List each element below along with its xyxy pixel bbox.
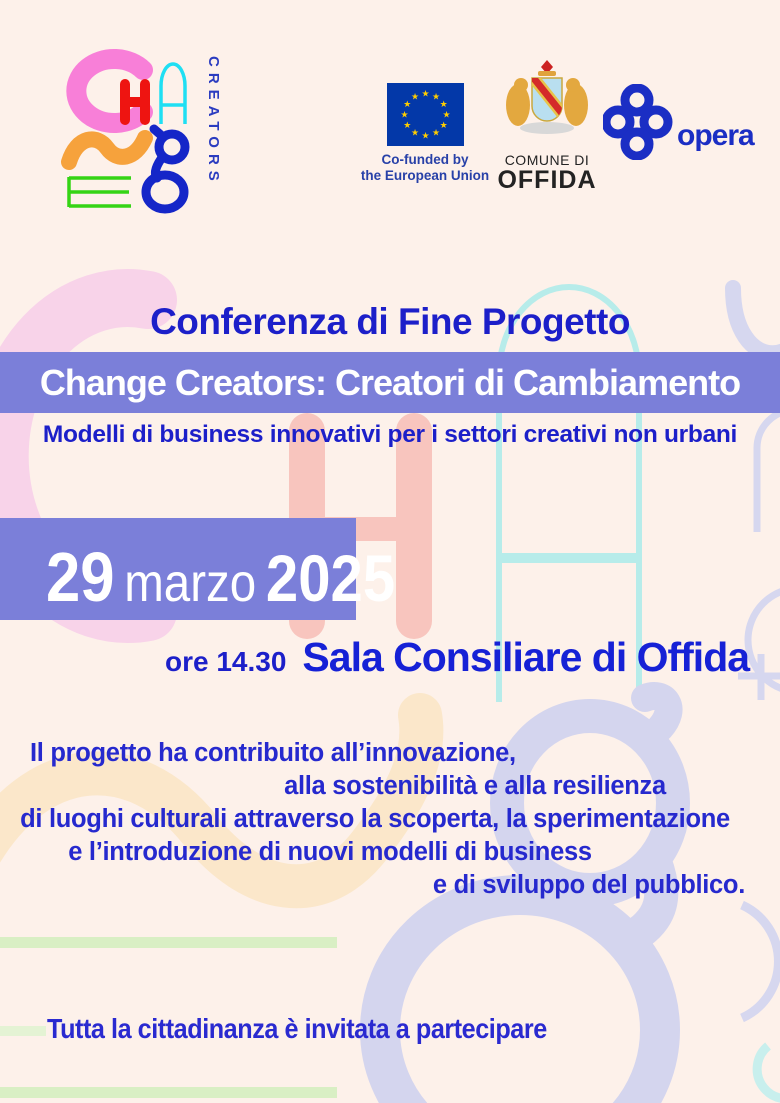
event-banner: [0, 352, 780, 413]
svg-text:★: ★: [420, 131, 430, 142]
logo-letter-n: [69, 138, 145, 162]
svg-text:★: ★: [439, 121, 448, 131]
eu-flag-icon: [387, 83, 464, 146]
time-venue-row: [165, 634, 749, 681]
logo-letter-a: [161, 64, 185, 124]
change-creators-logo: [55, 46, 285, 222]
date-year: 2025: [265, 541, 396, 615]
logo-letter-e: [69, 177, 131, 207]
date-day: 29: [46, 538, 115, 616]
svg-text:★: ★: [420, 89, 430, 100]
eu-funding-line2: the European Union: [360, 168, 490, 183]
svg-text:★: ★: [402, 100, 411, 110]
eu-funding-block: [360, 83, 490, 184]
event-time: ore 14.30: [165, 646, 287, 677]
body-paragraph: [0, 737, 780, 902]
comune-offida-block: [487, 60, 607, 192]
svg-text:★: ★: [399, 110, 409, 121]
svg-text:★: ★: [410, 92, 419, 103]
logo-creators-vertical-text: CREATORS: [205, 56, 222, 187]
eu-funding-line1: Co-funded by: [381, 152, 469, 167]
body-line: e l’introduzione di nuovi modelli di business: [68, 838, 592, 866]
event-subtitle: Modelli di business innovativi per i settori creativi non urbani: [42, 421, 738, 448]
svg-text:★: ★: [431, 92, 440, 103]
date-month: marzo: [124, 553, 257, 613]
comune-line2: OFFIDA: [497, 166, 597, 194]
svg-text:★: ★: [410, 128, 419, 139]
svg-text:★: ★: [402, 121, 411, 131]
opera-knot-icon: [603, 84, 673, 160]
event-venue: Sala Consiliare di Offida: [302, 634, 750, 680]
bg-letter-s: [757, 1046, 780, 1099]
body-line: alla sostenibilità e alla resilienza: [284, 772, 666, 800]
body-line: e di sviluppo del pubblico.: [432, 871, 745, 899]
svg-text:★: ★: [439, 100, 448, 110]
opera-wordmark: opera: [677, 119, 754, 152]
comune-line1: COMUNE DI: [504, 152, 590, 168]
event-title: Conferenza di Fine Progetto: [150, 301, 630, 342]
offida-crest-icon: [502, 60, 592, 145]
svg-text:★: ★: [441, 110, 451, 121]
event-banner-text: Change Creators: Creatori di Cambiamento: [39, 362, 741, 403]
body-line: Il progetto ha contribuito all’innovazione,: [30, 739, 516, 767]
date-band: [0, 518, 396, 620]
body-line: di luoghi culturali attraverso la scoperta, la sperimentazione: [20, 805, 730, 833]
opera-logo-block: [603, 84, 754, 160]
invitation-line: Tutta la cittadinanza è invitata a partecipare: [47, 1013, 547, 1044]
logo-letter-c: [76, 59, 143, 123]
svg-text:★: ★: [431, 128, 440, 139]
